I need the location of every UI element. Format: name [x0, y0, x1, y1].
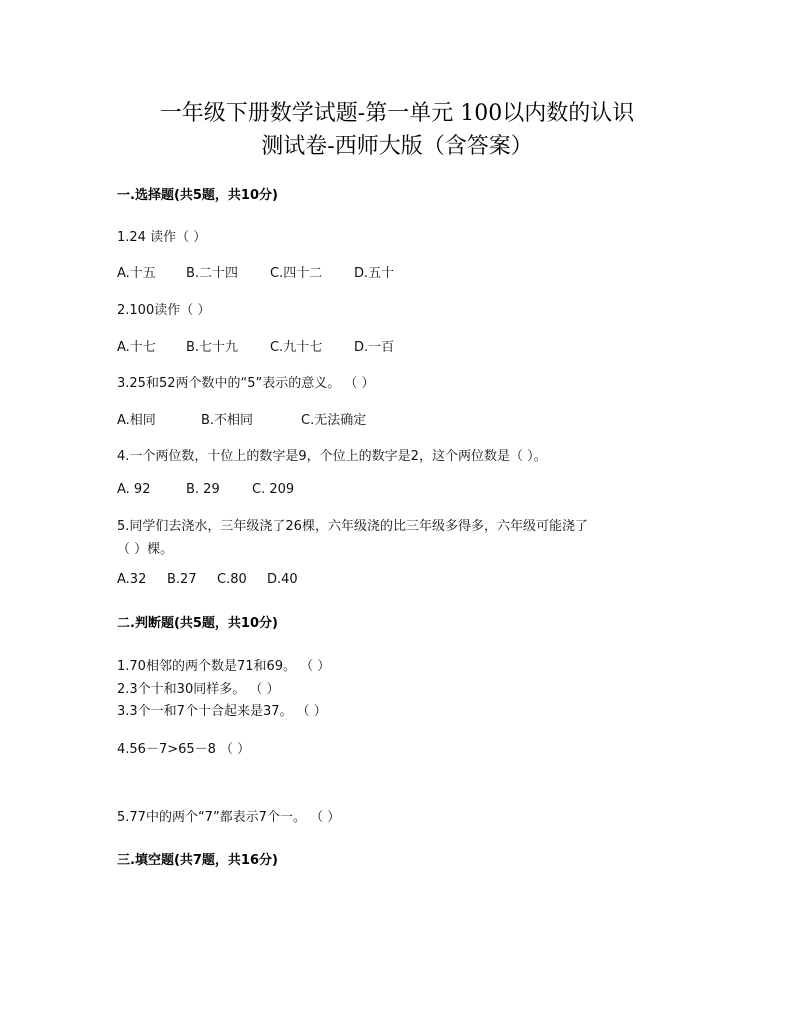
option: B.27	[167, 572, 197, 587]
option: A.相同	[117, 413, 156, 428]
question-stem: 2.100读作（ ）	[117, 303, 211, 318]
question-options	[117, 336, 394, 355]
option: A.十七	[117, 340, 156, 355]
judge-item: 3.3个一和7个十合起来是37。 （ ）	[117, 704, 327, 719]
question-stem: 3.25和52两个数中的“5”表示的意义。 （ ）	[117, 376, 375, 391]
option: B.二十四	[186, 266, 239, 281]
option: B. 29	[186, 482, 220, 497]
question-stem-cont: （ ）棵。	[117, 542, 174, 557]
section-heading-choice: 一.选择题(共5题，共10分)	[117, 188, 278, 203]
option: C.无法确定	[301, 413, 367, 428]
option: A. 92	[117, 482, 151, 497]
judge-item: 5.77中的两个“7”都表示7个一。 （ ）	[117, 810, 341, 825]
option: D.五十	[354, 266, 395, 281]
section-heading-fill: 三.填空题(共7题，共16分)	[117, 853, 278, 868]
judge-item: 4.56－7>65－8 （ ）	[117, 742, 251, 757]
judge-item: 2.3个十和30同样多。 （ ）	[117, 682, 280, 697]
option: C.九十七	[270, 340, 323, 355]
option: D.40	[267, 572, 298, 587]
option: B.七十九	[186, 340, 239, 355]
option: D.一百	[354, 340, 395, 355]
question-options	[117, 409, 366, 428]
doc-title-line1: 一年级下册数学试题-第一单元 100以内数的认识	[159, 101, 635, 126]
option: B.不相同	[201, 413, 254, 428]
doc-title-line2: 测试卷-西师大版（含答案）	[261, 134, 533, 159]
question-stem: 4.一个两位数，十位上的数字是9，个位上的数字是2，这个两位数是（ ）。	[117, 449, 547, 464]
section-heading-judge: 二.判断题(共5题，共10分)	[117, 616, 278, 631]
option: C.四十二	[270, 266, 323, 281]
option: A.十五	[117, 266, 156, 281]
question-stem: 1.24 读作（ ）	[117, 230, 207, 245]
option: A.32	[117, 572, 147, 587]
question-stem: 5.同学们去浇水，三年级浇了26棵，六年级浇的比三年级多得多，六年级可能浇了	[117, 519, 588, 534]
judge-item: 1.70相邻的两个数是71和69。 （ ）	[117, 659, 331, 674]
question-options	[117, 482, 294, 497]
option: C.80	[217, 572, 247, 587]
question-options	[117, 572, 298, 587]
question-options	[117, 262, 394, 281]
option: C. 209	[252, 482, 295, 497]
